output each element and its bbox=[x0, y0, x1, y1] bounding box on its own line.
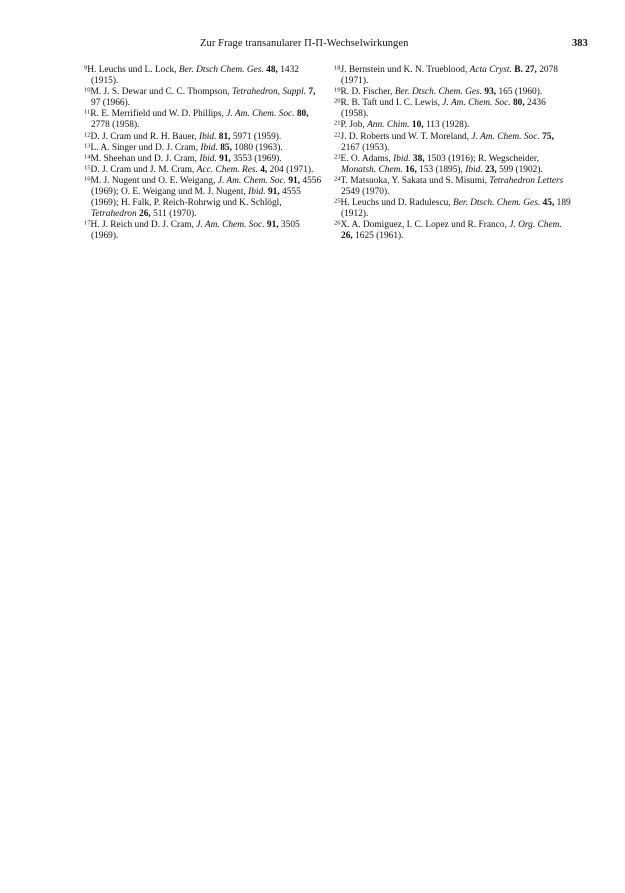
reference-item bbox=[84, 143, 322, 154]
reference-item bbox=[84, 176, 322, 220]
reference-volume: 7, bbox=[306, 87, 316, 98]
reference-journal: J. Am. Chem. Soc. bbox=[226, 109, 295, 120]
reference-journal: Tetrahedron, Suppl. bbox=[232, 87, 307, 98]
reference-journal: Ibid. bbox=[465, 164, 483, 175]
reference-item bbox=[84, 87, 322, 109]
reference-authors: M. Sheehan und D. J. Cram, bbox=[90, 153, 200, 164]
reference-authors: D. J. Cram und J. M. Cram, bbox=[90, 164, 197, 175]
reference-volume: B. 27, bbox=[511, 65, 537, 75]
reference-journal: Monatsh. Chem. bbox=[341, 164, 403, 175]
references-right-column bbox=[334, 65, 572, 243]
reference-item bbox=[84, 165, 322, 176]
reference-number: 20 bbox=[334, 97, 341, 105]
reference-details: 97 (1966). bbox=[91, 98, 131, 109]
reference-details: 1625 (1961). bbox=[352, 231, 404, 242]
reference-details: 4555 (1969); H. Falk, P. Reich-Rohrwig und K. Schlögl, bbox=[91, 187, 301, 209]
reference-number: 11 bbox=[84, 108, 91, 116]
reference-journal: Ibid. bbox=[199, 153, 217, 164]
reference-number: 24 bbox=[334, 175, 341, 183]
reference-volume: 85, bbox=[217, 142, 232, 153]
reference-item bbox=[84, 154, 322, 165]
reference-details: 153 (1895), bbox=[416, 164, 466, 175]
references-left-column bbox=[84, 65, 322, 243]
reference-journal: Ibid. bbox=[393, 153, 411, 164]
reference-authors: J. Bernstein und K. N. Trueblood, bbox=[340, 65, 470, 75]
reference-journal: J. Am. Chem. Soc. bbox=[471, 131, 540, 142]
reference-number: 10 bbox=[84, 86, 91, 94]
reference-authors: J. D. Roberts und W. T. Moreland, bbox=[340, 131, 472, 142]
reference-item bbox=[334, 120, 572, 131]
reference-volume: 81, bbox=[216, 131, 231, 142]
reference-details: 3553 (1969). bbox=[230, 153, 282, 164]
reference-journal: Ibid. bbox=[198, 131, 217, 142]
reference-number: 17 bbox=[84, 219, 91, 227]
reference-volume: 23, bbox=[482, 164, 497, 175]
reference-number: 16 bbox=[84, 175, 91, 183]
reference-volume: 45, bbox=[540, 198, 555, 209]
reference-volume: 93, bbox=[482, 87, 497, 98]
reference-volume: 38, bbox=[410, 153, 425, 164]
reference-item bbox=[84, 109, 322, 131]
reference-journal: Ber. Dtsch Chem. Ges. bbox=[178, 65, 264, 75]
reference-volume: 91, bbox=[264, 220, 279, 231]
reference-number: 18 bbox=[334, 64, 341, 72]
reference-volume: 75, bbox=[539, 131, 554, 142]
reference-journal: Ibid. bbox=[248, 187, 266, 198]
reference-number: 25 bbox=[334, 197, 341, 205]
reference-volume: 91, bbox=[286, 175, 301, 186]
reference-journal: Ibid. bbox=[200, 142, 218, 153]
reference-number: 14 bbox=[84, 153, 91, 161]
reference-item bbox=[334, 132, 572, 154]
reference-journal: Tetrahedron Letters bbox=[489, 175, 564, 186]
reference-item bbox=[334, 220, 572, 242]
reference-authors: X. A. Domiguez, I. C. Lopez und R. Franco, bbox=[340, 220, 510, 231]
reference-volume: 91, bbox=[216, 153, 231, 164]
reference-journal: J. Am. Chem. Soc. bbox=[196, 220, 265, 231]
reference-volume: 26, bbox=[136, 209, 151, 220]
reference-journal: Acta Cryst. bbox=[469, 65, 512, 75]
reference-journal: J. Org. Chem. bbox=[509, 220, 562, 231]
reference-details: 189 (1912). bbox=[341, 198, 571, 220]
reference-details: 1080 (1963). bbox=[231, 142, 283, 153]
reference-details: 4556 (1969); O. E. Weigang und M. J. Nugent, bbox=[91, 175, 322, 198]
reference-journal: Ann. Chim. bbox=[367, 120, 410, 131]
reference-authors: H. Leuchs und D. Radulescu, bbox=[340, 198, 453, 209]
reference-number: 21 bbox=[334, 119, 341, 127]
reference-item bbox=[334, 154, 572, 176]
reference-details: 113 (1928). bbox=[423, 120, 470, 131]
page-header bbox=[0, 38, 625, 54]
reference-number: 12 bbox=[84, 131, 91, 139]
reference-details: 2167 (1953). bbox=[341, 142, 390, 153]
reference-authors: R. E. Merrifield und W. D. Phillips, bbox=[90, 109, 227, 120]
reference-journal: Tetrahedron bbox=[91, 209, 137, 220]
reference-details: 3505 (1969). bbox=[91, 220, 300, 242]
reference-journal: J. Am. Chem. Soc. bbox=[217, 175, 286, 186]
reference-volume: 10, bbox=[409, 120, 424, 131]
reference-details: 2436 (1958). bbox=[341, 98, 546, 120]
reference-number: 19 bbox=[334, 86, 341, 94]
reference-item bbox=[84, 132, 322, 143]
reference-authors: H. Leuchs und L. Lock, bbox=[87, 65, 179, 75]
reference-volume: 80, bbox=[294, 109, 309, 120]
reference-number: 23 bbox=[334, 153, 341, 161]
reference-details: 2549 (1970). bbox=[341, 187, 390, 198]
reference-journal: J. Am. Chem. Soc. bbox=[442, 98, 511, 109]
reference-number: 13 bbox=[84, 142, 91, 150]
reference-item bbox=[84, 220, 322, 242]
reference-details: 511 (1970). bbox=[150, 209, 197, 220]
reference-item bbox=[334, 98, 572, 120]
running-title: Zur Frage transanularer Π-Π-Wechselwirkungen bbox=[200, 38, 409, 49]
reference-volume: 80, bbox=[510, 98, 525, 109]
reference-authors: H. J. Reich und D. J. Cram, bbox=[90, 220, 197, 231]
reference-volume: 48, bbox=[263, 65, 278, 75]
reference-details: 1432 (1915). bbox=[91, 65, 299, 87]
reference-authors: M. J. Nugent und O. E. Weigang, bbox=[90, 175, 218, 186]
reference-authors: T. Matsuoka, Y. Sakata und S. Misumi, bbox=[340, 175, 490, 186]
reference-item bbox=[84, 65, 322, 87]
reference-volume: 26, bbox=[341, 231, 353, 242]
reference-number: 26 bbox=[334, 219, 341, 227]
reference-journal: Acc. Chem. Res. bbox=[196, 164, 258, 175]
reference-volume: 4, bbox=[257, 164, 268, 175]
reference-item bbox=[334, 87, 572, 98]
reference-authors: R. D. Fischer, bbox=[340, 87, 395, 98]
reference-details: 1503 (1916); R. Wegscheider, bbox=[424, 153, 539, 164]
reference-authors: M. J. S. Dewar und C. C. Thompson, bbox=[90, 87, 232, 98]
reference-number: 9 bbox=[84, 64, 88, 72]
reference-authors: E. O. Adams, bbox=[340, 153, 394, 164]
reference-details: 204 (1971). bbox=[267, 164, 314, 175]
reference-authors: P. Job, bbox=[340, 120, 368, 131]
reference-authors: D. J. Cram und R. H. Bauer, bbox=[90, 131, 199, 142]
reference-details: 5971 (1959). bbox=[230, 131, 282, 142]
reference-number: 15 bbox=[84, 164, 91, 172]
page-number: 383 bbox=[572, 38, 588, 49]
reference-details: 165 (1960). bbox=[496, 87, 543, 98]
reference-details: 2778 (1958). bbox=[91, 120, 140, 131]
reference-journal: Ber. Dtsch. Chem. Ges. bbox=[394, 87, 483, 98]
reference-volume: 91, bbox=[265, 187, 280, 198]
reference-item bbox=[334, 198, 572, 220]
reference-details: 599 (1902). bbox=[496, 164, 543, 175]
reference-number: 22 bbox=[334, 131, 341, 139]
reference-details: 2078 (1971). bbox=[341, 65, 558, 87]
reference-item bbox=[334, 65, 572, 87]
reference-authors: R. B. Taft und I. C. Lewis, bbox=[340, 98, 443, 109]
reference-journal: Ber. Dtsch. Chem. Ges. bbox=[452, 198, 541, 209]
reference-authors: L. A. Singer und D. J. Cram, bbox=[90, 142, 201, 153]
reference-item bbox=[334, 176, 572, 198]
reference-volume: 16, bbox=[402, 164, 417, 175]
